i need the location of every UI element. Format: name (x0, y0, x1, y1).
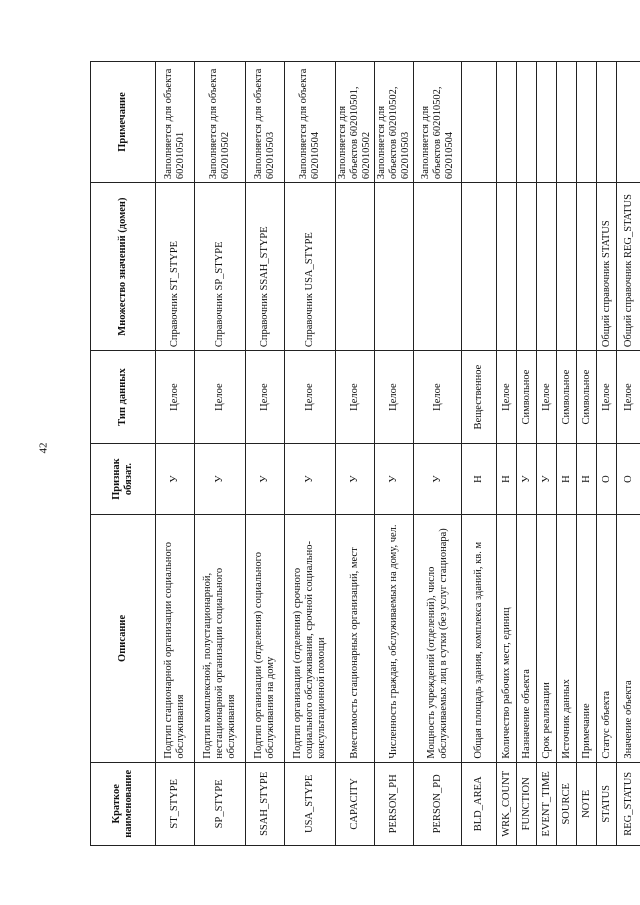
cell-domain (462, 183, 497, 351)
cell-domain (557, 183, 577, 351)
cell-short-name: PERSON_PH (375, 762, 414, 845)
cell-data-type: Целое (246, 351, 285, 444)
table-row (285, 62, 336, 846)
cell-required: У (375, 443, 414, 514)
cell-data-type: Символьное (557, 351, 577, 444)
table-row (557, 62, 577, 846)
cell-domain (577, 183, 597, 351)
cell-short-name: SOURCE (557, 762, 577, 845)
cell-required: Н (497, 443, 517, 514)
cell-description: Назначение объекта (517, 515, 537, 762)
table-row (336, 62, 375, 846)
page-number: 42 (37, 442, 50, 454)
cell-data-type: Целое (156, 351, 195, 444)
cell-required: У (414, 443, 462, 514)
cell-note: Заполняется для объектов 602010501, 602010502 (336, 62, 375, 183)
column-header-description: Описание (91, 515, 156, 762)
cell-required: Н (577, 443, 597, 514)
cell-required: У (195, 443, 246, 514)
cell-note (517, 62, 537, 183)
cell-short-name: NOTE (577, 762, 597, 845)
cell-short-name: FUNCTION (517, 762, 537, 845)
table-row (497, 62, 517, 846)
cell-description: Источник данных (557, 515, 577, 762)
table-row (577, 62, 597, 846)
cell-short-name: BLD_AREA (462, 762, 497, 845)
cell-short-name: WRK_COUNT (497, 762, 517, 845)
cell-note (617, 62, 640, 183)
cell-description: Статус объекта (597, 515, 617, 762)
table-row (537, 62, 557, 846)
table-header-row (91, 62, 156, 846)
cell-short-name: STATUS (597, 762, 617, 845)
column-header-note: Примечание (91, 62, 156, 183)
cell-short-name: ST_STYPE (156, 762, 195, 845)
cell-note: Заполняется для объекта 602010502 (195, 62, 246, 183)
cell-short-name: SSAH_STYPE (246, 762, 285, 845)
table-row (517, 62, 537, 846)
table-row (375, 62, 414, 846)
cell-data-type: Целое (537, 351, 557, 444)
cell-note: Заполняется для объектов 602010502, 602010504 (414, 62, 462, 183)
cell-domain: Общий справочник STATUS (597, 183, 617, 351)
cell-description: Подтип комплексной, полустационарной, нестационарной организации социального обслуживания (195, 515, 246, 762)
cell-domain: Справочник SP_STYPE (195, 183, 246, 351)
cell-required: У (336, 443, 375, 514)
attribute-table-wrapper (90, 61, 635, 846)
cell-domain (517, 183, 537, 351)
cell-note (462, 62, 497, 183)
cell-domain: Справочник ST_STYPE (156, 183, 195, 351)
attribute-table (90, 61, 640, 846)
cell-description: Подтип организации (отделения) социального обслуживания на дому (246, 515, 285, 762)
cell-domain (375, 183, 414, 351)
cell-description: Численность граждан, обслуживаемых на дому, чел. (375, 515, 414, 762)
cell-data-type: Целое (414, 351, 462, 444)
cell-note: Заполняется для объекта 602010501 (156, 62, 195, 183)
cell-domain: Справочник SSAH_STYPE (246, 183, 285, 351)
cell-note: Заполняется для объектов 602010502, 602010503 (375, 62, 414, 183)
cell-note (497, 62, 517, 183)
cell-description: Подтип организации (отделения) срочного социального обслуживания, срочной социально-консультационной помощи (285, 515, 336, 762)
cell-short-name: USA_STYPE (285, 762, 336, 845)
cell-description: Мощность учреждений (отделений), число обслуживаемых лиц в сутки (без услуг стационара) (414, 515, 462, 762)
cell-data-type: Целое (375, 351, 414, 444)
cell-data-type: Вещественное (462, 351, 497, 444)
cell-required: Н (462, 443, 497, 514)
cell-data-type: Целое (617, 351, 640, 444)
cell-required: У (537, 443, 557, 514)
cell-description: Количество рабочих мест, единиц (497, 515, 517, 762)
cell-note: Заполняется для объекта 602010504 (285, 62, 336, 183)
cell-required: О (597, 443, 617, 514)
cell-short-name: SP_STYPE (195, 762, 246, 845)
cell-note (597, 62, 617, 183)
cell-short-name: EVENT_TIME (537, 762, 557, 845)
column-header-required: Признак обязат. (91, 443, 156, 514)
column-header-short-name: Краткое наименование (91, 762, 156, 845)
cell-domain (414, 183, 462, 351)
cell-required: У (517, 443, 537, 514)
cell-description: Общая площадь здания, комплекса зданий, кв. м (462, 515, 497, 762)
cell-data-type: Символьное (577, 351, 597, 444)
table-row (156, 62, 195, 846)
table-row (414, 62, 462, 846)
cell-data-type: Символьное (517, 351, 537, 444)
table-body (156, 62, 640, 846)
cell-data-type: Целое (336, 351, 375, 444)
cell-domain (336, 183, 375, 351)
cell-note (577, 62, 597, 183)
column-header-domain: Множество значений (домен) (91, 183, 156, 351)
cell-required: Н (557, 443, 577, 514)
cell-required: У (285, 443, 336, 514)
cell-description: Вместимость стационарных организаций, мест (336, 515, 375, 762)
table-row (246, 62, 285, 846)
cell-description: Значение объекта (617, 515, 640, 762)
cell-domain (537, 183, 557, 351)
cell-required: У (156, 443, 195, 514)
column-header-data-type: Тип данных (91, 351, 156, 444)
cell-required: У (246, 443, 285, 514)
cell-note (537, 62, 557, 183)
table-row (617, 62, 640, 846)
cell-data-type: Целое (195, 351, 246, 444)
cell-required: О (617, 443, 640, 514)
cell-domain (497, 183, 517, 351)
cell-description: Подтип стационарной организации социального обслуживания (156, 515, 195, 762)
cell-data-type: Целое (285, 351, 336, 444)
cell-short-name: CAPACITY (336, 762, 375, 845)
cell-short-name: PERSON_PD (414, 762, 462, 845)
table-row (462, 62, 497, 846)
cell-domain: Общий справочник REG_STATUS (617, 183, 640, 351)
cell-note (557, 62, 577, 183)
cell-short-name: REG_STATUS (617, 762, 640, 845)
table-row (195, 62, 246, 846)
table-row (597, 62, 617, 846)
cell-description: Примечание (577, 515, 597, 762)
cell-note: Заполняется для объекта 602010503 (246, 62, 285, 183)
cell-data-type: Целое (497, 351, 517, 444)
cell-domain: Справочник USA_STYPE (285, 183, 336, 351)
cell-data-type: Целое (597, 351, 617, 444)
cell-description: Срок реализации (537, 515, 557, 762)
